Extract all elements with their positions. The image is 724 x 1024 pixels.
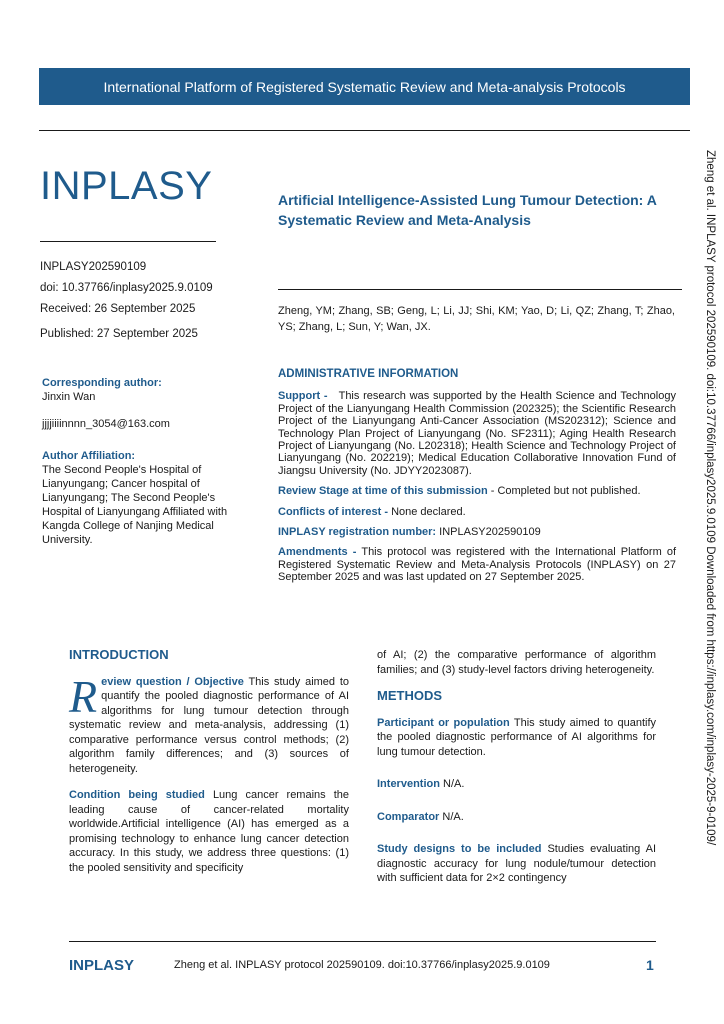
study-designs bbox=[377, 842, 656, 886]
title-rule bbox=[278, 289, 682, 290]
conflicts-label: Conflicts of interest - bbox=[278, 505, 389, 518]
review-text: - Completed but not published. bbox=[490, 485, 641, 498]
condition-text: Lung cancer remains the leading cause of cancer-related mortality worldwide.Artificial intelligence (AI) has emerged as a promising technology to enhance lung cancer detection accuracy. In this study, we address three questions: (1) the pooled sensitivity and specificity bbox=[69, 789, 349, 874]
header-banner: International Platform of Registered Systematic Review and Meta-analysis Protocols bbox=[39, 68, 690, 105]
support-label: Support - bbox=[278, 390, 328, 403]
support-section bbox=[278, 390, 676, 477]
amend-label: Amendments - bbox=[278, 546, 357, 559]
article-title: Artificial Intelligence-Assisted Lung Tumour Detection: A Systematic Review and Meta-Analysis bbox=[278, 192, 657, 228]
affiliation-text: The Second People's Hospital of Lianyungang; Cancer hospital of Lianyungang; The Second People's Hospital of Lianyungang Affiliated with Kangda College of Nanjing Medical University. bbox=[42, 464, 228, 546]
condition-label: Condition being studied bbox=[69, 789, 205, 801]
intervention-text: N/A. bbox=[443, 778, 465, 790]
review-question-text: This study aimed to quantify the pooled diagnostic performance of AI algorithms for lung tumour detection through systematic review and meta-analysis, addressing (1) comparative performance versus control methods; (2) algorithm family differences; and (3) sources of heterogeneity. bbox=[69, 675, 350, 775]
author-affiliation bbox=[42, 449, 257, 547]
footer-logo: INPLASY bbox=[69, 957, 135, 974]
population-label: Participant or population bbox=[377, 716, 510, 729]
review-label: Review Stage at time of this submission bbox=[278, 485, 488, 498]
introduction-heading: INTRODUCTION bbox=[69, 647, 169, 662]
administrative-information bbox=[278, 368, 676, 592]
sidebar-text: Zheng et al. INPLASY protocol 202590109. doi:10.37766/inplasy2025.9.0109 Downloaded from https://inplasy.com/inplasy-2025-9-0109/ bbox=[704, 150, 716, 846]
condition-continued: of AI; (2) the comparative performance of algorithm families; and (3) study-level factors driving heterogeneity. bbox=[377, 649, 656, 676]
population bbox=[377, 716, 656, 760]
download-sidebar bbox=[704, 150, 724, 1010]
study-designs-label: Study designs to be included bbox=[377, 843, 542, 855]
review-question-label: eview question / Objective bbox=[101, 675, 244, 688]
reg-label: INPLASY registration number: bbox=[278, 526, 437, 539]
footer-citation: Zheng et al. INPLASY protocol 202590109. doi:10.37766/inplasy2025.9.0109 bbox=[174, 959, 550, 971]
registration-number bbox=[278, 526, 676, 538]
published-date: Published: 27 September 2025 bbox=[40, 328, 198, 340]
corresponding-name: Jinxin Wan bbox=[42, 391, 96, 403]
affiliation-label: Author Affiliation: bbox=[42, 450, 136, 462]
dropcap-letter: R bbox=[69, 670, 98, 722]
support-text: This research was supported by the Health Science and Technology Project of the Lianyungang Health Commission (202325); the Scientific Research Project of the Lianyungang Anti-Cancer Association (MS202312); Science and Technology Plan Project of Lianyungang (No. SF2311); Aging Health Research Project of Lianyungang (No. L202318); Health Science and Technology Project of Lianyungang (No. 202219); Medical Education Collaborative Innovation Fund of Jiangsu University (No. JDYY2023087). bbox=[278, 390, 676, 477]
left-column bbox=[69, 648, 349, 887]
admin-heading: ADMINISTRATIVE INFORMATION bbox=[278, 368, 459, 380]
comparator-label: Comparator bbox=[377, 810, 440, 823]
review-stage bbox=[278, 485, 676, 497]
study-designs-text: Studies evaluating AI diagnostic accuracy for lung nodule/tumour detection with sufficient data for 2×2 contingency bbox=[377, 843, 657, 884]
comparator bbox=[377, 810, 656, 825]
conflicts bbox=[278, 506, 676, 518]
author-list: Zheng, YM; Zhang, SB; Geng, L; Li, JJ; Shi, KM; Yao, D; Li, QZ; Zhang, T; Zhao, YS; Zhang, L; Sun, Y; Wan, JX. bbox=[278, 305, 675, 333]
footer-rule bbox=[69, 941, 656, 942]
population-text: This study aimed to quantify the pooled diagnostic performance of AI algorithms for lung tumour detection. bbox=[377, 716, 657, 758]
corresponding-email: jjjjiiiinnnn_3054@163.com bbox=[42, 418, 170, 430]
header-rule bbox=[39, 130, 690, 131]
right-column bbox=[377, 648, 656, 898]
doi: doi: 10.37766/inplasy2025.9.0109 bbox=[40, 282, 213, 294]
intervention-label: Intervention bbox=[377, 778, 440, 790]
logo-rule bbox=[40, 241, 216, 242]
inplasy-logo: INPLASY bbox=[40, 164, 213, 208]
amend-text: This protocol was registered with the International Platform of Registered Systematic Review and Meta-Analysis Protocols (INPLASY) on 27 September 2025 and was last updated on 27 September 2025. bbox=[278, 546, 676, 584]
comparator-text: N/A. bbox=[442, 810, 464, 823]
corresponding-label: Corresponding author: bbox=[42, 377, 162, 389]
protocol-id: INPLASY202590109 bbox=[40, 261, 147, 273]
received-date: Received: 26 September 2025 bbox=[40, 303, 196, 315]
page-number: 1 bbox=[646, 957, 654, 973]
methods-heading: METHODS bbox=[377, 688, 442, 703]
review-question bbox=[69, 670, 350, 777]
reg-text: INPLASY202590109 bbox=[439, 526, 541, 539]
intervention bbox=[377, 777, 656, 792]
condition-studied bbox=[69, 788, 349, 875]
conflicts-text: None declared. bbox=[391, 505, 466, 518]
amendments bbox=[278, 546, 676, 583]
corresponding-author bbox=[42, 376, 262, 431]
